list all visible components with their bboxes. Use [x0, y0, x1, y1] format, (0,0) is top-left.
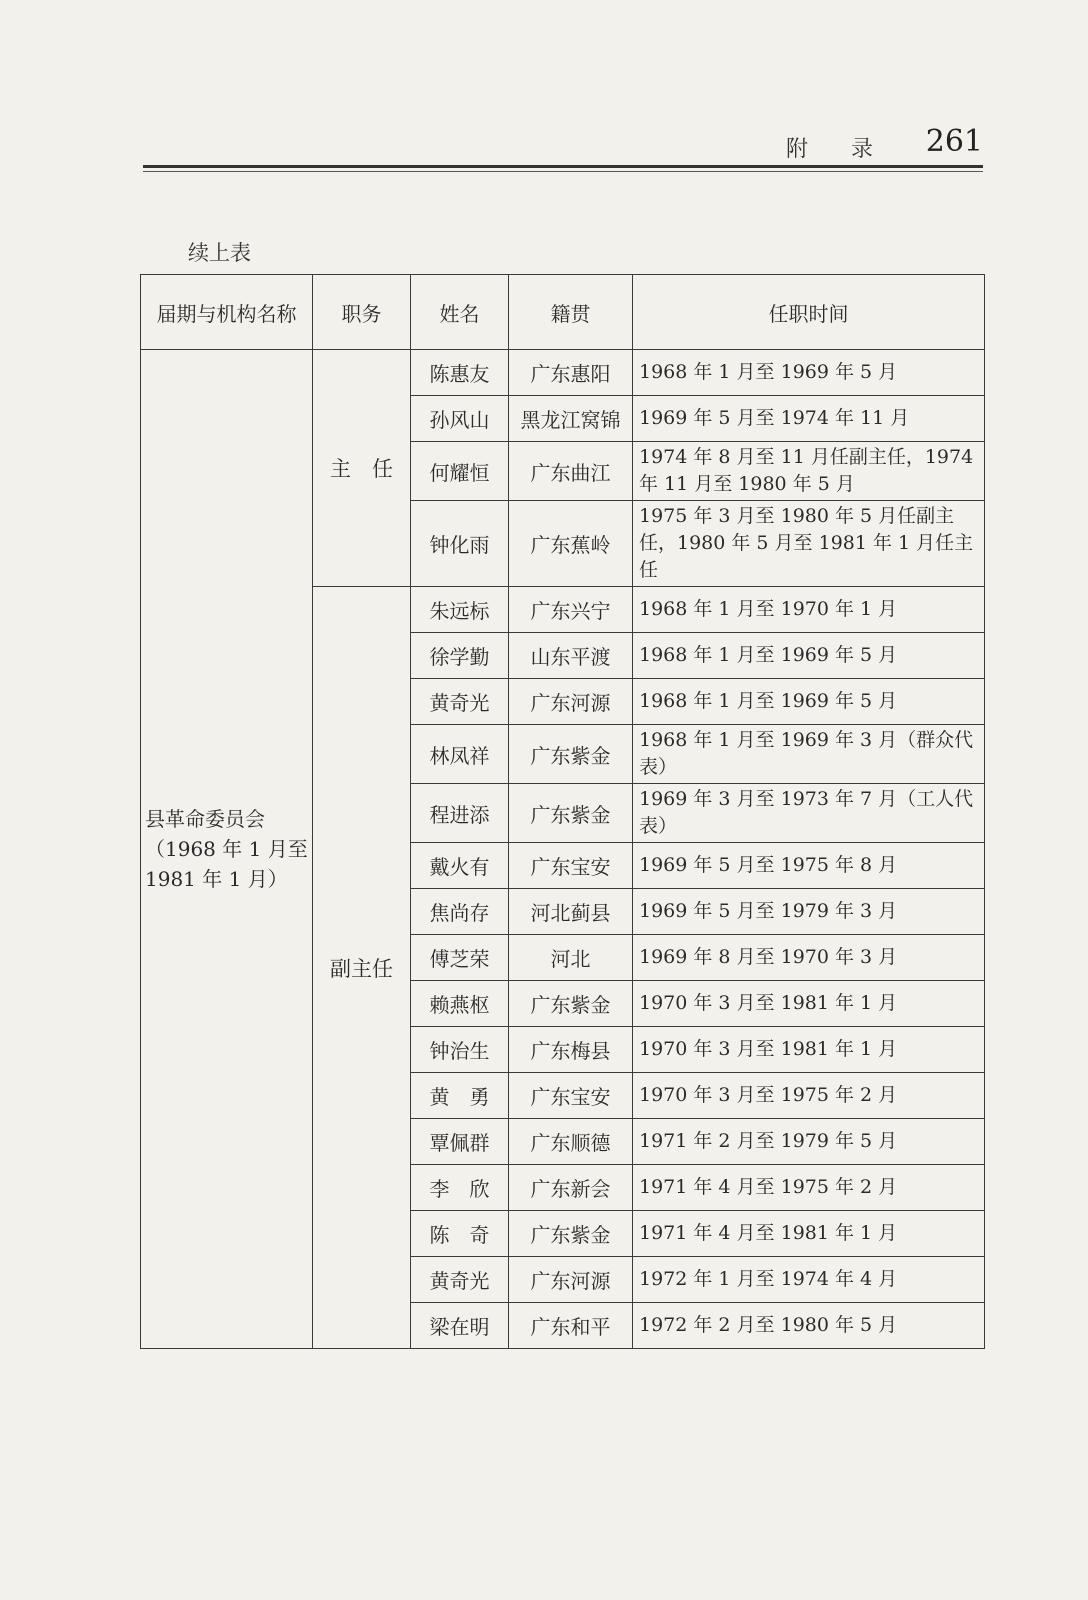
tenure-cell: 1968 年 1 月至 1969 年 3 月（群众代表） [633, 725, 985, 784]
tenure-cell: 1969 年 5 月至 1979 年 3 月 [633, 889, 985, 935]
origin-cell: 广东紫金 [509, 1211, 633, 1257]
name-cell: 钟化雨 [411, 501, 509, 587]
origin-cell: 广东河源 [509, 679, 633, 725]
name-cell: 黄奇光 [411, 679, 509, 725]
origin-cell: 广东宝安 [509, 1073, 633, 1119]
tenure-cell: 1974 年 8 月至 11 月任副主任，1974 年 11 月至 1980 年 5 月 [633, 442, 985, 501]
origin-cell: 广东紫金 [509, 981, 633, 1027]
origin-cell: 广东紫金 [509, 725, 633, 784]
name-cell: 何耀恒 [411, 442, 509, 501]
origin-cell: 广东紫金 [509, 784, 633, 843]
origin-cell: 河北蓟县 [509, 889, 633, 935]
tenure-cell: 1969 年 5 月至 1975 年 8 月 [633, 843, 985, 889]
name-cell: 黄奇光 [411, 1257, 509, 1303]
tenure-cell: 1968 年 1 月至 1970 年 1 月 [633, 587, 985, 633]
origin-cell: 广东河源 [509, 1257, 633, 1303]
name-cell: 程进添 [411, 784, 509, 843]
tenure-cell: 1970 年 3 月至 1981 年 1 月 [633, 981, 985, 1027]
name-cell: 钟治生 [411, 1027, 509, 1073]
tenure-cell: 1968 年 1 月至 1969 年 5 月 [633, 679, 985, 725]
name-cell: 傅芝荣 [411, 935, 509, 981]
tenure-cell: 1972 年 1 月至 1974 年 4 月 [633, 1257, 985, 1303]
origin-cell: 山东平渡 [509, 633, 633, 679]
name-cell: 赖燕枢 [411, 981, 509, 1027]
origin-cell: 广东曲江 [509, 442, 633, 501]
tenure-cell: 1968 年 1 月至 1969 年 5 月 [633, 350, 985, 396]
column-header: 籍贯 [509, 275, 633, 350]
origin-cell: 河北 [509, 935, 633, 981]
name-cell: 黄 勇 [411, 1073, 509, 1119]
origin-cell: 广东梅县 [509, 1027, 633, 1073]
name-cell: 陈 奇 [411, 1211, 509, 1257]
name-cell: 李 欣 [411, 1165, 509, 1211]
tenure-cell: 1969 年 5 月至 1974 年 11 月 [633, 396, 985, 442]
origin-cell: 广东兴宁 [509, 587, 633, 633]
tenure-cell: 1970 年 3 月至 1981 年 1 月 [633, 1027, 985, 1073]
origin-cell: 广东宝安 [509, 843, 633, 889]
origin-cell: 黑龙江窝锦 [509, 396, 633, 442]
column-header: 任职时间 [633, 275, 985, 350]
origin-cell: 广东新会 [509, 1165, 633, 1211]
header-section-title: 附 录 [786, 137, 891, 162]
tenure-cell: 1971 年 2 月至 1979 年 5 月 [633, 1119, 985, 1165]
name-cell: 梁在明 [411, 1303, 509, 1349]
column-header: 届期与机构名称 [141, 275, 313, 350]
term-cell: 县革命委员会（1968 年 1 月至 1981 年 1 月） [141, 350, 313, 1349]
name-cell: 林凤祥 [411, 725, 509, 784]
column-header: 职务 [313, 275, 411, 350]
name-cell: 朱远标 [411, 587, 509, 633]
tenure-cell: 1971 年 4 月至 1975 年 2 月 [633, 1165, 985, 1211]
tenure-cell: 1968 年 1 月至 1969 年 5 月 [633, 633, 985, 679]
tenure-cell: 1975 年 3 月至 1980 年 5 月任副主任，1980 年 5 月至 1981 年 1 月任主任 [633, 501, 985, 587]
tenure-cell: 1969 年 8 月至 1970 年 3 月 [633, 935, 985, 981]
tenure-cell: 1970 年 3 月至 1975 年 2 月 [633, 1073, 985, 1119]
tenure-cell: 1971 年 4 月至 1981 年 1 月 [633, 1211, 985, 1257]
header-rule-thin [143, 171, 983, 172]
page-number: 261 [925, 124, 983, 159]
column-header: 姓名 [411, 275, 509, 350]
name-cell: 陈惠友 [411, 350, 509, 396]
origin-cell: 广东蕉岭 [509, 501, 633, 587]
table-row [141, 350, 985, 396]
origin-cell: 广东顺德 [509, 1119, 633, 1165]
name-cell: 戴火有 [411, 843, 509, 889]
continued-label: 续上表 [188, 241, 251, 265]
name-cell: 覃佩群 [411, 1119, 509, 1165]
position-cell: 主 任 [313, 350, 411, 587]
origin-cell: 广东惠阳 [509, 350, 633, 396]
name-cell: 焦尚存 [411, 889, 509, 935]
name-cell: 孙风山 [411, 396, 509, 442]
name-cell: 徐学勤 [411, 633, 509, 679]
origin-cell: 广东和平 [509, 1303, 633, 1349]
table-body [141, 350, 985, 1349]
position-cell: 副主任 [313, 587, 411, 1349]
officials-table [140, 274, 985, 1349]
header-rule-thick [143, 165, 983, 168]
table-header-row [141, 275, 985, 350]
tenure-cell: 1972 年 2 月至 1980 年 5 月 [633, 1303, 985, 1349]
tenure-cell: 1969 年 3 月至 1973 年 7 月（工人代表） [633, 784, 985, 843]
